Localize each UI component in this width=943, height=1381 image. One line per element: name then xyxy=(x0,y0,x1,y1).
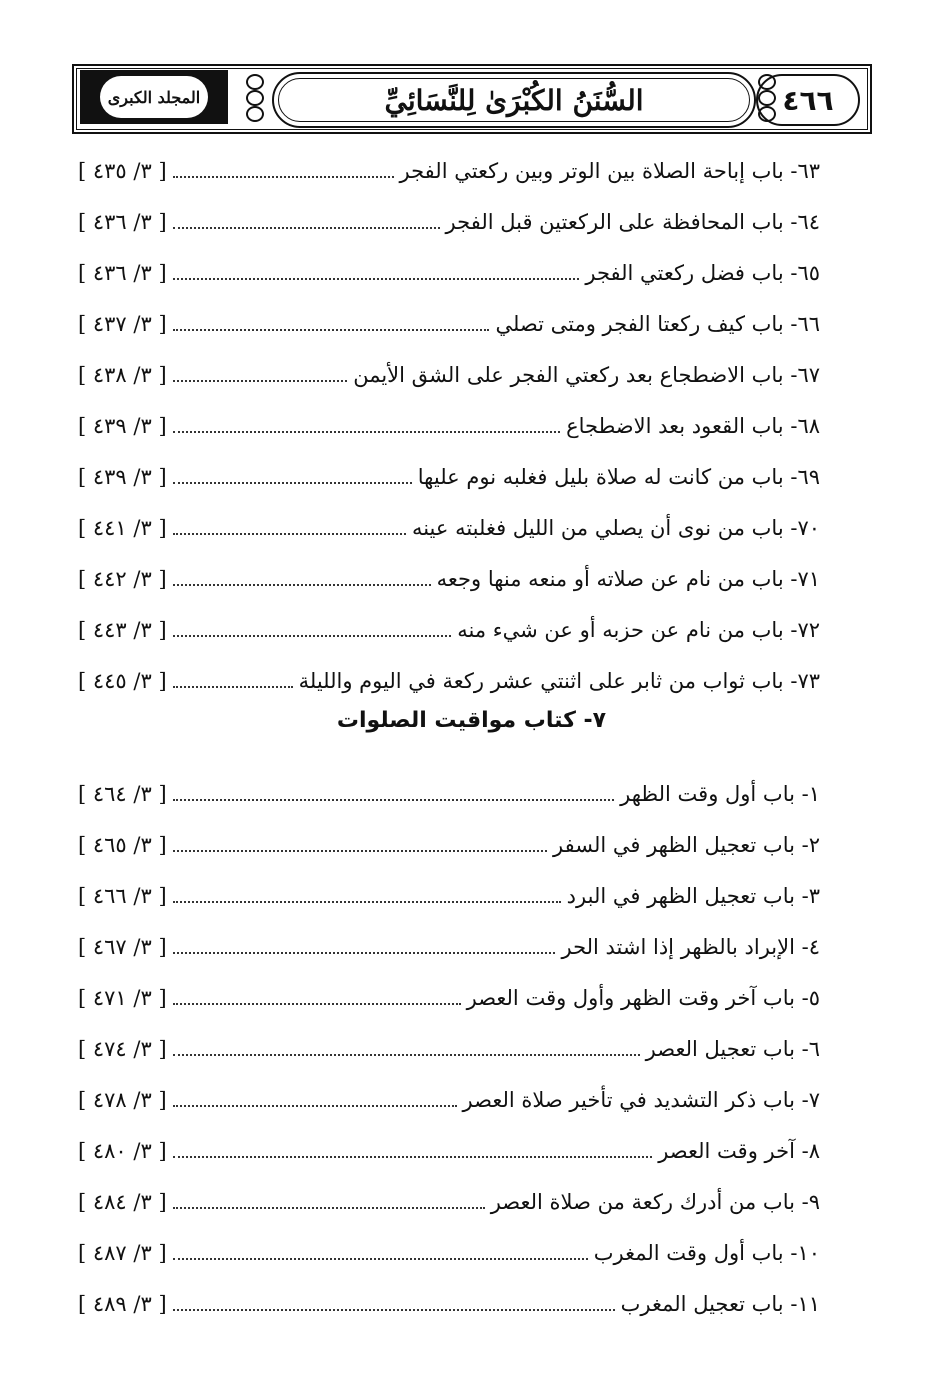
dot-leader xyxy=(173,850,547,852)
toc-entry xyxy=(78,298,820,349)
dot-leader xyxy=(173,533,406,535)
entry-reference: [ ٣/ ٤٨٤ ] xyxy=(78,1189,167,1214)
dot-leader xyxy=(173,1054,640,1056)
toc-entry xyxy=(78,870,820,921)
dot-leader xyxy=(173,686,293,688)
entry-title: ٧٠- باب من نوى أن يصلي من الليل فغلبته عينه xyxy=(411,515,820,540)
book-title: السُّنَنُ الكُبْرَىٰ لِلنَّسَائِيِّ xyxy=(384,83,644,117)
entry-title: ٤- الإبراد بالظهر إذا اشتد الحر xyxy=(561,934,820,959)
toc-list-prayer-times xyxy=(78,768,820,1329)
entry-reference: [ ٣/ ٤٣٨ ] xyxy=(78,362,167,387)
toc-entry xyxy=(78,819,820,870)
entry-title: ٦٨- باب القعود بعد الاضطجاع xyxy=(566,413,820,438)
entry-title: ٧١- باب من نام عن صلاته أو منعه منها وجعه xyxy=(436,566,820,591)
toc-entry xyxy=(78,1023,820,1074)
entry-reference: [ ٣/ ٤٤٢ ] xyxy=(78,566,167,591)
toc-list-prayer-night xyxy=(78,145,820,706)
dot-leader xyxy=(173,635,452,637)
entry-reference: [ ٣/ ٤٣٦ ] xyxy=(78,260,167,285)
entry-reference: [ ٣/ ٤٦٦ ] xyxy=(78,883,167,908)
dot-leader xyxy=(173,329,490,331)
entry-title: ٥- باب آخر وقت الظهر وأول وقت العصر xyxy=(466,985,820,1010)
entry-title: ٣- باب تعجيل الظهر في البرد xyxy=(566,883,820,908)
toc-entry xyxy=(78,1227,820,1278)
entry-title: ٦٣- باب إباحة الصلاة بين الوتر وبين ركعتي الفجر xyxy=(399,158,820,183)
entry-reference: [ ٣/ ٤٣٥ ] xyxy=(78,158,167,183)
dot-leader xyxy=(173,1309,615,1311)
toc-entry xyxy=(78,1176,820,1227)
page-number: ٤٦٦ xyxy=(782,83,834,117)
entry-title: ٦٧- باب الاضطجاع بعد ركعتي الفجر على الشق الأيمن xyxy=(353,362,820,387)
entry-reference: [ ٣/ ٤٦٤ ] xyxy=(78,781,167,806)
entry-reference: [ ٣/ ٤٤١ ] xyxy=(78,515,167,540)
entry-reference: [ ٣/ ٤٤٣ ] xyxy=(78,617,167,642)
toc-entry xyxy=(78,400,820,451)
entry-title: ٩- باب من أدرك ركعة من صلاة العصر xyxy=(490,1189,820,1214)
dot-leader xyxy=(173,1105,457,1107)
entry-reference: [ ٣/ ٤٦٥ ] xyxy=(78,832,167,857)
entry-reference: [ ٣/ ٤٤٥ ] xyxy=(78,668,167,693)
entry-title: ١- باب أول وقت الظهر xyxy=(620,781,820,806)
entry-reference: [ ٣/ ٤٣٩ ] xyxy=(78,413,167,438)
entry-title: ٧٢- باب من نام عن حزبه أو عن شيء منه xyxy=(457,617,820,642)
dot-leader xyxy=(173,227,440,229)
dot-leader xyxy=(173,1156,653,1158)
title-box xyxy=(272,72,756,128)
toc-entry xyxy=(78,502,820,553)
ornament-icon xyxy=(754,74,780,122)
entry-reference: [ ٣/ ٤٣٩ ] xyxy=(78,464,167,489)
entry-reference: [ ٣/ ٤٧١ ] xyxy=(78,985,167,1010)
entry-reference: [ ٣/ ٤٨٠ ] xyxy=(78,1138,167,1163)
entry-title: ٦- باب تعجيل العصر xyxy=(645,1036,820,1061)
toc-entry xyxy=(78,768,820,819)
dot-leader xyxy=(173,584,431,586)
entry-title: ٦٩- باب من كانت له صلاة بليل فغلبه نوم عليها xyxy=(417,464,820,489)
entry-title: ٧٣- باب ثواب من ثابر على اثنتي عشر ركعة في اليوم والليلة xyxy=(298,668,820,693)
toc-entry xyxy=(78,247,820,298)
dot-leader xyxy=(173,278,580,280)
toc-entry xyxy=(78,451,820,502)
entry-reference: [ ٣/ ٤٧٤ ] xyxy=(78,1036,167,1061)
toc-entry xyxy=(78,604,820,655)
toc-entry xyxy=(78,1074,820,1125)
dot-leader xyxy=(173,176,394,178)
toc-entry xyxy=(78,1125,820,1176)
toc-entry xyxy=(78,553,820,604)
entry-title: ٧- باب ذكر التشديد في تأخير صلاة العصر xyxy=(462,1087,820,1112)
entry-reference: [ ٣/ ٤٨٧ ] xyxy=(78,1240,167,1265)
entry-reference: [ ٣/ ٤٣٦ ] xyxy=(78,209,167,234)
entry-title: ٦٦- باب كيف ركعتا الفجر ومتى تصلي xyxy=(495,311,820,336)
toc-entry xyxy=(78,655,820,706)
dot-leader xyxy=(173,482,412,484)
toc-entry xyxy=(78,145,820,196)
toc-entry xyxy=(78,196,820,247)
entry-reference: [ ٣/ ٤٧٨ ] xyxy=(78,1087,167,1112)
toc-entry xyxy=(78,972,820,1023)
dot-leader xyxy=(173,1207,485,1209)
logo-panel xyxy=(80,70,228,124)
entry-title: ٨- آخر وقت العصر xyxy=(658,1138,820,1163)
section-heading: ٧- كتاب مواقيت الصلوات xyxy=(336,708,607,733)
entry-reference: [ ٣/ ٤٨٩ ] xyxy=(78,1291,167,1316)
entry-title: ١١- باب تعجيل المغرب xyxy=(620,1291,820,1316)
page-header xyxy=(72,64,872,134)
dot-leader xyxy=(173,380,348,382)
entry-title: ٦٥- باب فضل ركعتي الفجر xyxy=(585,260,820,285)
dot-leader xyxy=(173,1003,461,1005)
ornament-icon xyxy=(242,74,268,122)
entry-title: ١٠- باب أول وقت المغرب xyxy=(593,1240,820,1265)
dot-leader xyxy=(173,952,556,954)
dot-leader xyxy=(173,799,615,801)
toc-entry xyxy=(78,1278,820,1329)
entry-reference: [ ٣/ ٤٦٧ ] xyxy=(78,934,167,959)
entry-title: ٦٤- باب المحافظة على الركعتين قبل الفجر xyxy=(445,209,820,234)
dot-leader xyxy=(173,431,560,433)
dot-leader xyxy=(173,1258,588,1260)
dot-leader xyxy=(173,901,561,903)
logo-text: المجلد الكبرى xyxy=(107,87,201,107)
entry-title: ٢- باب تعجيل الظهر في السفر xyxy=(553,832,820,857)
toc-entry xyxy=(78,921,820,972)
logo-seal xyxy=(100,76,208,118)
toc-entry xyxy=(78,349,820,400)
entry-reference: [ ٣/ ٤٣٧ ] xyxy=(78,311,167,336)
